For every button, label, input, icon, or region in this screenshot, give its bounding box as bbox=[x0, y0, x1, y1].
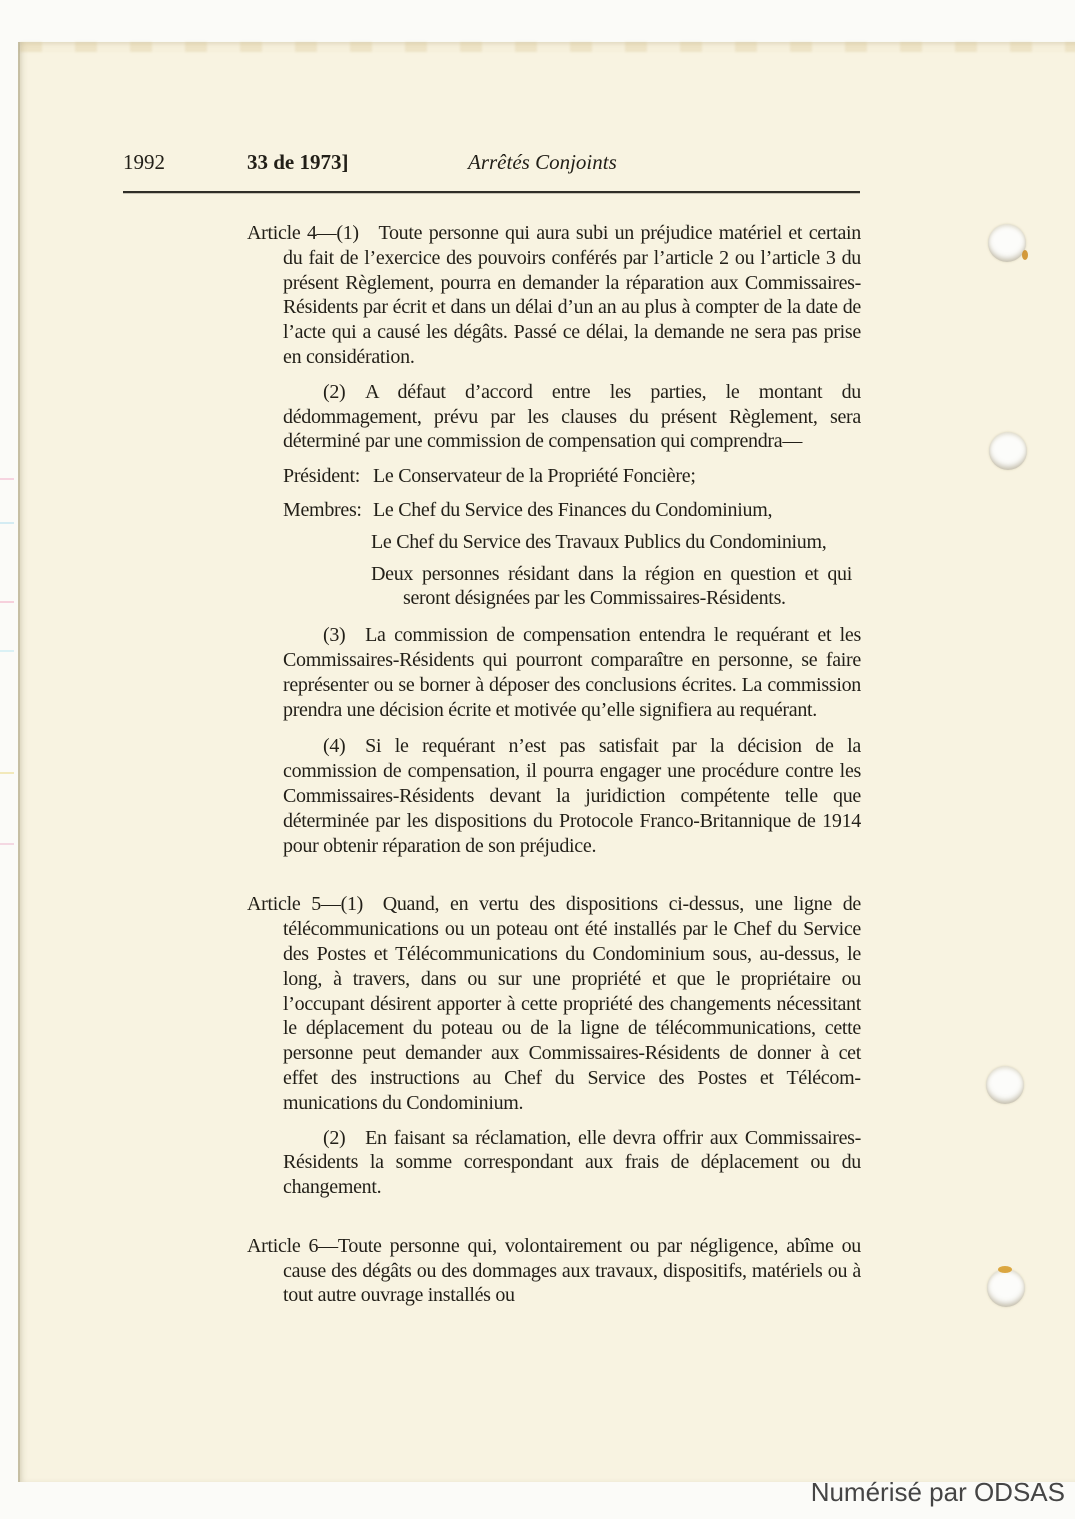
member-item-2: Le Chef du Service des Travaux Publics du Condominium, bbox=[371, 530, 827, 553]
statute-reference: 33 de 1973] bbox=[247, 150, 349, 174]
article-5-paragraph-1: Article 5—(1) Quand, en vertu des dispositions ci-dessus, une ligne de télécommunications ou un poteau ont été installés par le Chef du Service des Postes et Télécommunications du Condominium sous, au-dessus, le long, à travers, dans ou sur une propriété et que le propriétaire ou l’occupant désirent apporter à cette propriété des changements nécessitant le déplacement du poteau ou de la ligne de télécommunications, cette personne peut demander aux Commissaires-Résidents de donner à cet effet des instructions au Chef du Service des Postes et Télécommunications du Condominium. bbox=[247, 893, 861, 1114]
header-rule bbox=[123, 191, 860, 193]
scan-artifact bbox=[0, 772, 14, 774]
article-4-paragraph-4: (4) Si le requérant n’est pas satisfait par la décision de la commission de compensation, il pourra engager une procédure contre les Commissaires-Résidents devant la juridiction compétente telle que déterminée par les dispositions du Protocole Franco-Britannique de 1914 pour obtenir réparation de son préjudice. bbox=[283, 735, 861, 857]
scan-artifact bbox=[0, 522, 14, 524]
scan-artifact bbox=[0, 601, 14, 603]
scan-artifact bbox=[0, 650, 14, 652]
paper-speck-4 bbox=[998, 1266, 1012, 1273]
punch-hole-2 bbox=[989, 432, 1027, 470]
membres-label: Membres: bbox=[283, 498, 362, 521]
scan-artifact bbox=[0, 843, 14, 845]
member-item-3: Deux personnes résidant dans la région en question et qui seront désignées par les Commissaires-Résidents. bbox=[371, 562, 852, 610]
article-5-paragraph-2: (2) En faisant sa réclamation, elle devra offrir aux Commissaires-Résidents la somme correspondant aux frais de déplacement ou du changement. bbox=[283, 1126, 861, 1199]
page-number: 1992 bbox=[123, 150, 165, 174]
commission-president-row bbox=[283, 464, 861, 489]
commission-membres-row bbox=[283, 498, 861, 523]
document-body bbox=[0, 221, 1075, 1318]
scan-artifact bbox=[0, 478, 14, 480]
president-value: Le Conservateur de la Propriété Foncière; bbox=[373, 465, 696, 488]
article-6-paragraph: Article 6—Toute personne qui, volontairement ou par négligence, abîme ou cause des dégâts ou des dommages aux travaux, dispositifs, matériels ou à tout autre ouvrage installés ou bbox=[247, 1234, 861, 1307]
running-title: Arrêtés Conjoints bbox=[468, 150, 617, 174]
watermark-odsas: Numérisé par ODSAS bbox=[810, 1477, 1065, 1507]
paper-speck-1 bbox=[1022, 250, 1028, 260]
article-4-paragraph-1: Article 4—(1) Toute personne qui aura subi un préjudice matériel et certain du fait de l’exercice des pouvoirs conférés par l’article 2 ou l’article 3 du présent Règlement, pourra en demander la réparation aux Commissaires-Résidents par écrit et dans un délai d’un an au plus à compter de la date de l’acte qui a causé les dégâts. Passé ce délai, la demande ne sera pas prise en considération. bbox=[247, 222, 861, 368]
punch-hole-1 bbox=[988, 224, 1026, 262]
member-item-1: Le Chef du Service des Finances du Condominium, bbox=[373, 498, 773, 521]
punch-hole-3 bbox=[986, 1066, 1024, 1104]
punch-hole-4 bbox=[987, 1269, 1025, 1307]
article-4-paragraph-2: (2) A défaut d’accord entre les parties, le montant du dédommagement, prévu par les clauses du présent Règlement, sera déterminé par une commission de compensation qui comprendra— bbox=[283, 380, 861, 453]
article-4-paragraph-3: (3) La commission de compensation entendra le requérant et les Commissaires-Résidents qui pourront comparaître en personne, se faire représenter ou se borner à déposer des conclusions écrites. La commission prendra une décision écrite et motivée qu’elle signifiera au requérant. bbox=[283, 624, 861, 721]
president-label: Président: bbox=[283, 465, 360, 488]
